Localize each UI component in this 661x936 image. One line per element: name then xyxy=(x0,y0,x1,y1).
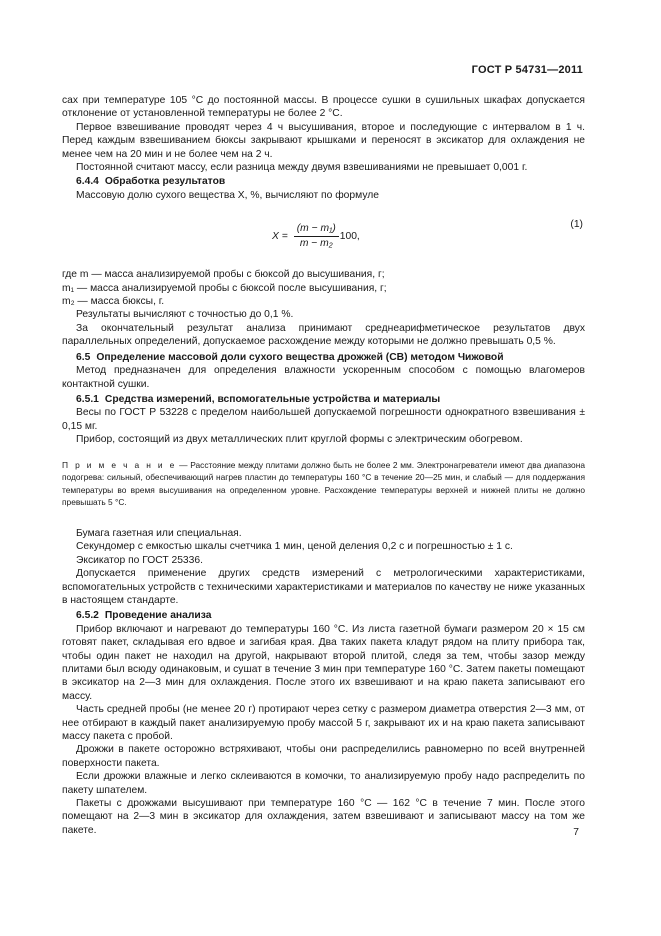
paragraph: Прибор, состоящий из двух металлических плит круглой формы с электрическим обогревом. xyxy=(76,434,523,446)
formula-number: (1) xyxy=(570,219,583,231)
paragraph: Массовую долю сухого вещества X, %, вычисляют по формуле xyxy=(76,189,379,201)
page-number: 7 xyxy=(573,827,579,838)
paragraph: Пакеты с дрожжами высушивают при температуре 160 °С — 162 °С в течение 7 мин. После этого помещают на 2—3 мин в эксикатор для охлаждения, затем взвешивают и записывают массу на том же пакете. xyxy=(62,798,585,836)
paragraph: Бумага газетная или специальная. xyxy=(76,527,242,539)
definition: где m — масса анализируемой пробы с бюксой до высушивания, г; xyxy=(62,269,385,281)
paragraph: Результаты вычисляют с точностью до 0,1 %. xyxy=(76,309,294,321)
paragraph: Метод предназначен для определения влажности ускоренным способом с помощью влагомеров контактной сушки. xyxy=(62,365,585,390)
formula xyxy=(272,222,360,251)
formula-lhs: X = xyxy=(272,231,288,243)
paragraph: сах при температуре 105 °С до постоянной массы. В процессе сушки в сушильных шкафах допускается отклонение от установленной температуры не более 2 °С. xyxy=(62,95,585,120)
document-header: ГОСТ Р 54731—2011 xyxy=(471,64,583,76)
formula-fraction xyxy=(294,222,339,251)
formula-multiplier: 100, xyxy=(339,231,360,243)
note-text: — Расстояние между плитами должно быть не более 2 мм. Электронагреватели имеют два диапазона подогрева: сильный, обеспечивающий нагрев пластин до температуры 160 °С в течение 20—25 мин, и слабый — для поддержания температуры во время высушивания на определенном уровне. Расхождение температуры верхней и нижней плиты не должно превышать 5 °С. xyxy=(62,459,585,508)
note xyxy=(62,459,585,509)
section-heading-6-5: 6.5 Определение массовой доли сухого вещества дрожжей (СВ) методом Чижовой xyxy=(76,351,504,363)
paragraph: Дрожжи в пакете осторожно встряхивают, чтобы они распределились равномерно по всей внутренней поверхности пакета. xyxy=(62,744,585,769)
definition: m₂ — масса бюксы, г. xyxy=(62,296,165,308)
formula-block xyxy=(62,206,585,268)
paragraph: За окончательный результат анализа принимают среднеарифметическое результатов двух параллельных определений, допускаемое расхождение между которыми не должно превышать 0,5 %. xyxy=(62,322,585,348)
section-heading-6-4-4: 6.4.4 Обработка результатов xyxy=(76,176,226,188)
paragraph: Допускается применение других средств измерений с метрологическими характеристиками, вспомогательных устройств с техническими характеристиками и материалов по качеству не ниже указанных в настоящем стандарте. xyxy=(62,568,585,606)
formula-denominator: m − m₂ xyxy=(299,238,333,250)
paragraph: Весы по ГОСТ Р 53228 с пределом наибольшей допускаемой погрешности однократного взвешивания ± 0,15 мг. xyxy=(62,407,585,432)
paragraph: Прибор включают и нагревают до температуры 160 °С. Из листа газетной бумаги размером 20 × 15 см готовят пакет, складывая его вдвое и загибая края. Два таких пакета кладут рядом на плиту прибора так, чтобы один пакет не находил на другой, накрывают второй плитой, следя за тем, чтобы зазор между плитами был всюду одинаковым, и сушат в течение 3 мин при температуре 160 °С. Затем пакеты помещают в эксикатор на 2—3 мин для охлаждения. После этого их взвешивают и на краю пакета записывают его массу. xyxy=(62,623,585,702)
note-label: П р и м е ч а н и е xyxy=(62,459,177,470)
paragraph: Постоянной считают массу, если разница между двумя взвешиваниями не превышает 0,001 г. xyxy=(76,162,528,174)
paragraph: Первое взвешивание проводят через 4 ч высушивания, второе и последующие с интервалом в 1 ч. Перед каждым взвешиванием бюксы закрывают крышками и переносят в эксикатор для охлаждения не менее чем на 20 мин и не более чем на 2 ч. xyxy=(62,121,585,160)
section-heading-6-5-1: 6.5.1 Средства измерений, вспомогательные устройства и материалы xyxy=(76,393,441,405)
definition: m₁ — масса анализируемой пробы с бюксой после высушивания, г; xyxy=(62,282,387,294)
section-heading-6-5-2: 6.5.2 Проведение анализа xyxy=(76,610,212,622)
paragraph: Если дрожжи влажные и легко склеиваются в комочки, то анализируемую пробу надо распределить по пакету шпателем. xyxy=(62,771,585,796)
paragraph: Часть средней пробы (не менее 20 г) протирают через сетку с размером диаметра отверстия 2—3 мм, от нее отбирают в каждый пакет анализируемую пробу массой 5 г, закрывают их и на краю пакета записывают массу пакета с пробой. xyxy=(62,704,585,742)
page-content xyxy=(62,94,585,837)
formula-numerator: (m − m₁) xyxy=(294,222,339,237)
paragraph: Эксикатор по ГОСТ 25336. xyxy=(76,554,203,566)
paragraph: Секундомер с емкостью шкалы счетчика 1 мин, ценой деления 0,2 с и погрешностью ± 1 с. xyxy=(76,541,513,553)
